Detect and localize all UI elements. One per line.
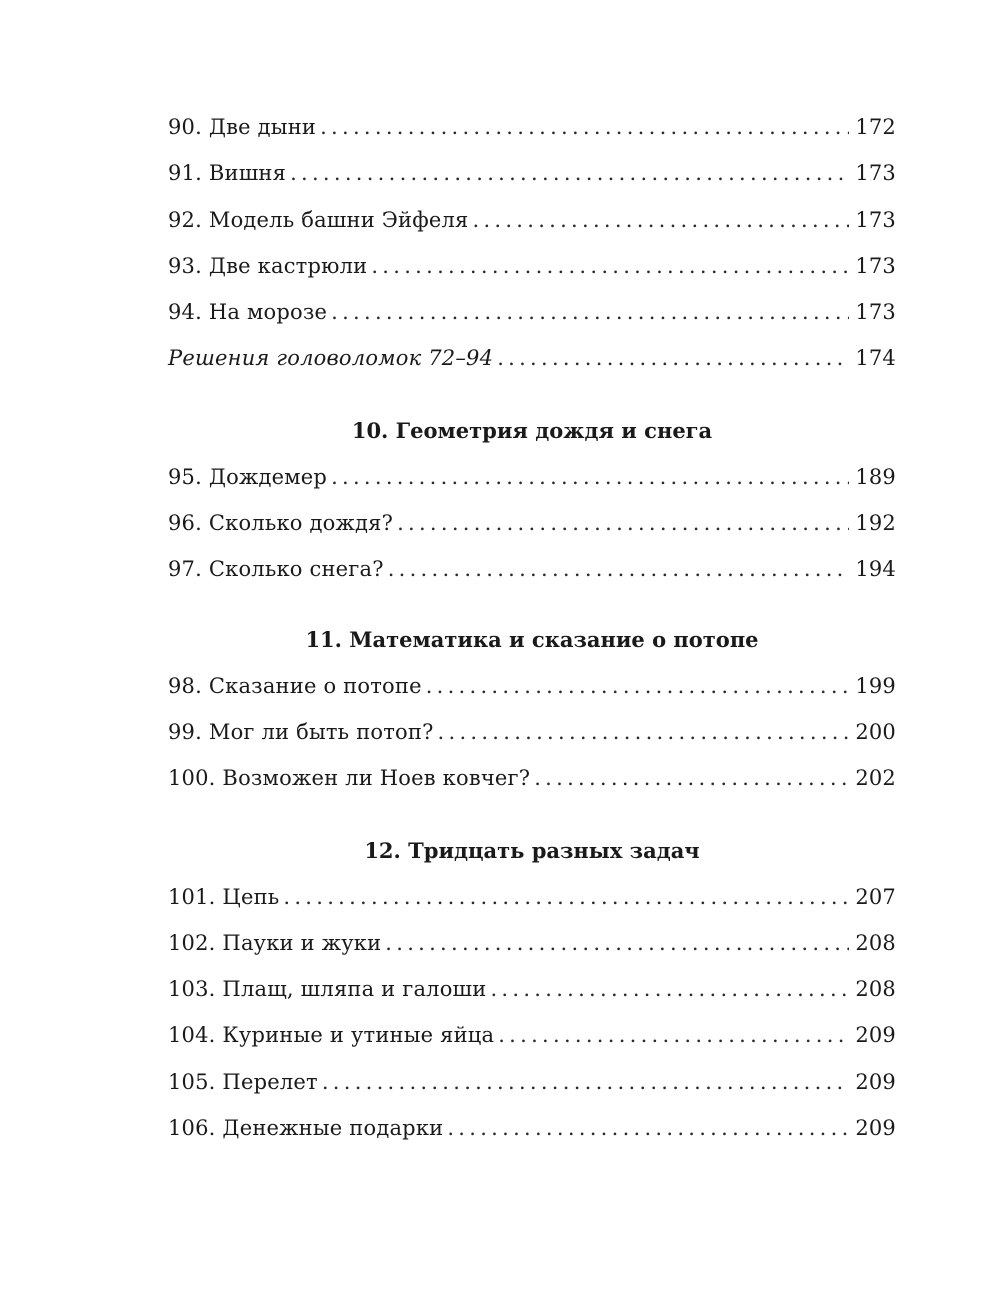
toc-entry[interactable]: [168, 454, 896, 500]
toc-entry[interactable]: [168, 1012, 896, 1058]
entry-title: 98. Сказание о потопе: [168, 673, 422, 698]
toc-group-chapter-10: [168, 408, 896, 593]
entry-title: 102. Пауки и жуки: [168, 930, 382, 955]
entry-page: 209: [855, 1023, 896, 1048]
toc-group-chapter-11: [168, 617, 896, 802]
entry-page: 207: [855, 884, 896, 909]
entry-page: 200: [855, 719, 896, 744]
entry-title: 106. Денежные подарки: [168, 1116, 444, 1141]
entry-page: 174: [855, 346, 896, 371]
table-of-contents: [168, 104, 896, 1151]
dot-leader: [498, 1012, 849, 1058]
chapter-heading[interactable]: 10. Геометрия дождя и снега: [351, 417, 713, 443]
entry-title: 93. Две кастрюли: [168, 253, 368, 278]
toc-entry[interactable]: [168, 663, 896, 709]
toc-entry-solutions[interactable]: [168, 335, 896, 381]
dot-leader: [283, 874, 849, 920]
toc-entry[interactable]: [168, 289, 896, 335]
toc-entry[interactable]: [168, 920, 896, 966]
chapter-heading-wrap: [168, 408, 896, 454]
toc-group-chapter-12: [168, 828, 896, 1152]
entry-title: 92. Модель башни Эйфеля: [168, 207, 469, 232]
entry-page: 202: [855, 766, 896, 791]
dot-leader: [497, 335, 849, 381]
toc-entry[interactable]: [168, 755, 896, 801]
chapter-heading-wrap: [168, 828, 896, 874]
entry-title: 101. Цепь: [168, 884, 280, 909]
dot-leader: [426, 663, 850, 709]
dot-leader: [331, 289, 849, 335]
dot-leader: [322, 1059, 849, 1105]
dot-leader: [473, 197, 850, 243]
chapter-heading[interactable]: 12. Тридцать разных задач: [364, 837, 700, 863]
toc-entry[interactable]: [168, 243, 896, 289]
entry-page: 194: [855, 557, 896, 582]
dot-leader: [534, 755, 849, 801]
entry-page: 192: [855, 511, 896, 536]
dot-leader: [320, 104, 849, 150]
toc-entry[interactable]: [168, 966, 896, 1012]
entry-title: 103. Плащ, шляпа и галоши: [168, 977, 487, 1002]
toc-entry[interactable]: [168, 1059, 896, 1105]
toc-entry[interactable]: [168, 1105, 896, 1151]
dot-leader: [388, 546, 850, 592]
toc-group-continued: [168, 104, 896, 382]
toc-entry[interactable]: [168, 546, 896, 592]
dot-leader: [490, 966, 849, 1012]
toc-entry[interactable]: [168, 500, 896, 546]
entry-page: 172: [855, 115, 896, 139]
dot-leader: [331, 454, 849, 500]
entry-page: 173: [855, 300, 896, 325]
entry-title: 96. Сколько дождя?: [168, 511, 394, 536]
toc-entry[interactable]: [168, 150, 896, 196]
toc-entry[interactable]: [168, 709, 896, 755]
entry-title: 95. Дождемер: [168, 464, 328, 489]
dot-leader: [438, 709, 850, 755]
dot-leader: [290, 150, 849, 196]
entry-page: 209: [855, 1116, 896, 1141]
entry-title: 90. Две дыни: [168, 115, 317, 139]
dot-leader: [397, 500, 849, 546]
chapter-heading-wrap: [168, 617, 896, 663]
entry-title: 104. Куриные и утиные яйца: [168, 1023, 495, 1048]
entry-page: 208: [855, 930, 896, 955]
entry-title: Решения головоломок 72–94: [168, 346, 494, 371]
entry-page: 199: [855, 673, 896, 698]
dot-leader: [385, 920, 849, 966]
entry-title: 105. Перелет: [168, 1069, 318, 1094]
entry-page: 189: [855, 464, 896, 489]
entry-title: 100. Возможен ли Ноев ковчег?: [168, 766, 531, 791]
entry-page: 173: [855, 161, 896, 186]
chapter-heading[interactable]: 11. Математика и сказание о потопе: [305, 626, 759, 652]
entry-title: 97. Сколько снега?: [168, 557, 384, 582]
entry-title: 91. Вишня: [168, 161, 287, 186]
entry-page: 208: [855, 977, 896, 1002]
toc-entry[interactable]: [168, 197, 896, 243]
entry-title: 94. На морозе: [168, 300, 328, 325]
toc-entry[interactable]: [168, 874, 896, 920]
entry-title: 99. Мог ли быть потоп?: [168, 719, 434, 744]
dot-leader: [371, 243, 849, 289]
entry-page: 173: [855, 207, 896, 232]
toc-entry[interactable]: [168, 104, 896, 150]
entry-page: 209: [855, 1069, 896, 1094]
dot-leader: [447, 1105, 849, 1151]
entry-page: 173: [855, 253, 896, 278]
